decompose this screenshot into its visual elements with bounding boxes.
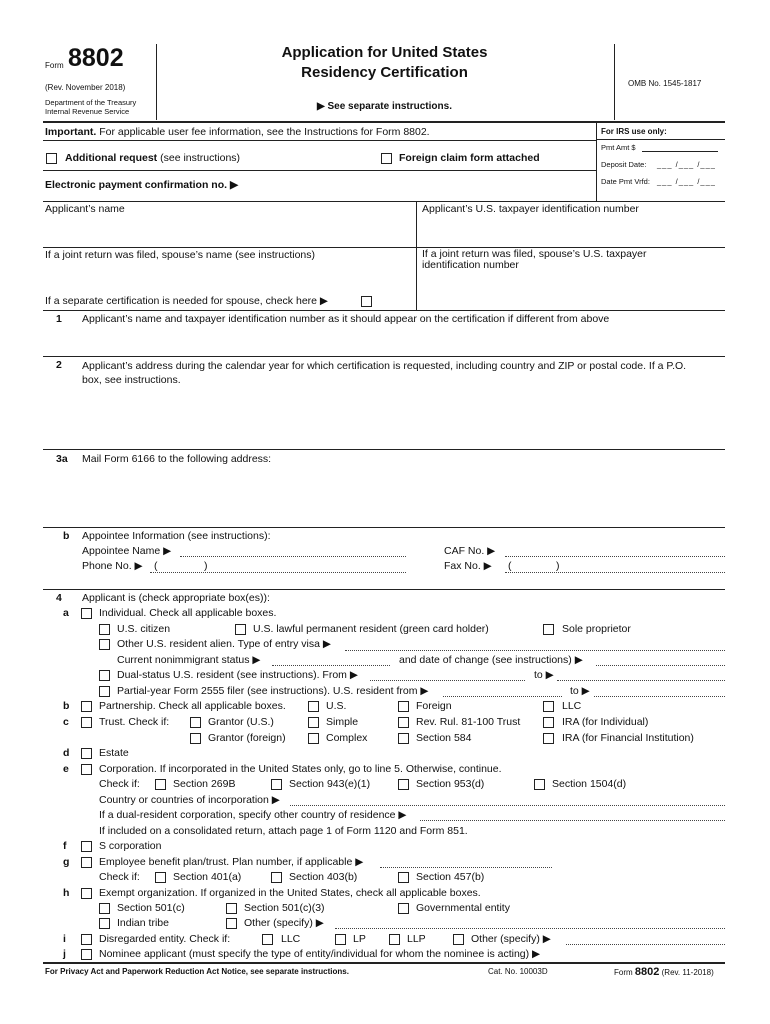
- appointee-name-field[interactable]: [180, 556, 406, 557]
- line2-number: 2: [56, 359, 62, 371]
- partial-year-checkbox[interactable]: [99, 686, 110, 697]
- ira-individual-checkbox[interactable]: [543, 717, 554, 728]
- fax-paren-open: (: [508, 560, 512, 572]
- disregarded-entity-label: Disregarded entity. Check if:: [99, 933, 231, 945]
- consolidated-return-note: If included on a consolidated return, attach page 1 of Form 1120 and Form 851.: [99, 825, 468, 837]
- line3b-number: b: [63, 530, 70, 542]
- complex-trust-checkbox[interactable]: [308, 733, 319, 744]
- corp-check-if-label: Check if:: [99, 778, 140, 790]
- entry-visa-field[interactable]: [345, 650, 725, 651]
- section-501c3-checkbox[interactable]: [226, 903, 237, 914]
- dual-status-to-label: to ▶: [534, 669, 554, 681]
- irs-deposit-date-blanks: ___ /___ /___: [657, 160, 716, 169]
- section-1504-checkbox[interactable]: [534, 779, 545, 790]
- employee-benefit-checkbox[interactable]: [81, 857, 92, 868]
- dual-resident-label: If a dual-resident corporation, specify other country of residence ▶: [99, 809, 407, 821]
- grantor-foreign-label: Grantor (foreign): [208, 732, 286, 744]
- applicant-tin-label: Applicant’s U.S. taxpayer identification number: [422, 203, 639, 215]
- line3b-text: Appointee Information (see instructions):: [82, 530, 271, 542]
- section-403b-checkbox[interactable]: [271, 872, 282, 883]
- green-card-label: U.S. lawful permanent resident (green card holder): [253, 623, 489, 635]
- dual-status-label: Dual-status U.S. resident (see instructions). From ▶: [117, 669, 358, 681]
- s-corporation-checkbox[interactable]: [81, 841, 92, 852]
- additional-request-label: Additional request (see instructions): [65, 152, 241, 164]
- form-label: Form: [45, 61, 64, 70]
- partnership-foreign-label: Foreign: [416, 700, 452, 712]
- partial-year-label: Partial-year Form 2555 filer (see instructions). U.S. resident from ▶: [117, 685, 429, 697]
- current-status-field[interactable]: [272, 665, 390, 666]
- partial-year-to-label: to ▶: [570, 685, 590, 697]
- section-584-label: Section 584: [416, 732, 472, 744]
- caf-label: CAF No. ▶: [444, 545, 496, 557]
- phone-label: Phone No. ▶: [82, 560, 143, 572]
- line1-text: Applicant’s name and taxpayer identification number as it should appear on the certification if different from above: [82, 313, 610, 325]
- catalog-number: Cat. No. 10003D: [488, 967, 548, 976]
- section-943-checkbox[interactable]: [271, 779, 282, 790]
- exempt-other-label: Other (specify) ▶: [244, 917, 324, 929]
- date-change-label: and date of change (see instructions) ▶: [399, 654, 583, 666]
- fax-label: Fax No. ▶: [444, 560, 492, 572]
- section-943-label: Section 943(e)(1): [289, 778, 371, 790]
- form-title-line2: Residency Certification: [301, 64, 468, 81]
- separate-cert-label: If a separate certification is needed for spouse, check here ▶: [45, 295, 328, 307]
- phone-paren-close: ): [204, 560, 208, 572]
- governmental-entity-checkbox[interactable]: [398, 903, 409, 914]
- additional-request-checkbox[interactable]: [46, 153, 57, 164]
- grantor-foreign-checkbox[interactable]: [190, 733, 201, 744]
- ira-financial-checkbox[interactable]: [543, 733, 554, 744]
- foreign-claim-label: Foreign claim form attached: [399, 152, 540, 164]
- section-269b-label: Section 269B: [173, 778, 236, 790]
- irs-pmt-amt: Pmt Amt $: [601, 143, 636, 152]
- phone-paren-open: (: [154, 560, 158, 572]
- simple-trust-label: Simple: [326, 716, 359, 728]
- important-note: Important. For applicable user fee information, see the Instructions for Form 8802.: [45, 126, 430, 138]
- irs-deposit-date: Deposit Date:: [601, 160, 647, 169]
- de-llp-label: LLP: [407, 933, 426, 945]
- applicant-name-label: Applicant’s name: [45, 203, 125, 215]
- dual-resident-field[interactable]: [420, 820, 725, 821]
- line1-number: 1: [56, 313, 62, 325]
- country-incorporation-label: Country or countries of incorporation ▶: [99, 794, 280, 806]
- section-1504-label: Section 1504(d): [552, 778, 627, 790]
- section-269b-checkbox[interactable]: [155, 779, 166, 790]
- exempt-other-field[interactable]: [335, 928, 725, 929]
- caf-field[interactable]: [505, 556, 725, 557]
- footer-form-id: Form 8802 (Rev. 11-2018): [614, 966, 714, 978]
- partial-year-to-field[interactable]: [594, 696, 725, 697]
- rev-rul-label: Rev. Rul. 81-100 Trust: [416, 716, 521, 728]
- line4c-letter: c: [63, 716, 69, 728]
- line4e-letter: e: [63, 763, 69, 775]
- section-501c-label: Section 501(c): [117, 902, 185, 914]
- us-citizen-checkbox[interactable]: [99, 624, 110, 635]
- trust-checkbox[interactable]: [81, 717, 92, 728]
- line4i-letter: i: [63, 933, 66, 945]
- de-other-checkbox[interactable]: [453, 934, 464, 945]
- partial-year-from-field[interactable]: [443, 696, 562, 697]
- de-lp-label: LP: [353, 933, 366, 945]
- section-401a-checkbox[interactable]: [155, 872, 166, 883]
- de-llc-label: LLC: [281, 933, 301, 945]
- line2-text: Applicant’s address during the calendar year for which certification is requested, including country and ZIP or postal code. If a P.O. box, see instructions.: [82, 360, 687, 386]
- irs-use-title: For IRS use only:: [601, 127, 667, 136]
- line4f-letter: f: [63, 840, 67, 852]
- de-other-field[interactable]: [566, 944, 725, 945]
- dual-status-from-field[interactable]: [370, 680, 525, 681]
- section-403b-label: Section 403(b): [289, 871, 358, 883]
- partnership-llc-checkbox[interactable]: [543, 701, 554, 712]
- irs-date-pmt: Date Pmt Vrfd:: [601, 177, 650, 186]
- ira-individual-label: IRA (for Individual): [562, 716, 649, 728]
- employee-benefit-label: Employee benefit plan/trust. Plan number, if applicable ▶: [99, 856, 364, 868]
- line4g-letter: g: [63, 856, 70, 868]
- partnership-us-label: U.S.: [326, 700, 347, 712]
- appointee-name-label: Appointee Name ▶: [82, 545, 172, 557]
- current-status-label: Current nonimmigrant status ▶: [117, 654, 261, 666]
- line3a-text: Mail Form 6166 to the following address:: [82, 453, 272, 465]
- us-citizen-label: U.S. citizen: [117, 623, 171, 635]
- line3a-number: 3a: [56, 453, 68, 465]
- dual-status-to-field[interactable]: [557, 680, 725, 681]
- grantor-us-label: Grantor (U.S.): [208, 716, 274, 728]
- line4-number: 4: [56, 592, 62, 604]
- exempt-org-label: Exempt organization. If organized in the United States, check all applicable boxes.: [99, 887, 481, 899]
- sole-proprietor-checkbox[interactable]: [543, 624, 554, 635]
- line4h-letter: h: [63, 887, 70, 899]
- estate-label: Estate: [99, 747, 129, 759]
- department: Department of the Treasury: [45, 98, 137, 107]
- estate-checkbox[interactable]: [81, 748, 92, 759]
- section-457b-checkbox[interactable]: [398, 872, 409, 883]
- line4a-letter: a: [63, 607, 69, 619]
- partnership-label: Partnership. Check all applicable boxes.: [99, 700, 286, 712]
- plan-check-if-label: Check if:: [99, 871, 140, 883]
- partnership-us-checkbox[interactable]: [308, 701, 319, 712]
- line4d-letter: d: [63, 747, 70, 759]
- complex-trust-label: Complex: [326, 732, 368, 744]
- indian-tribe-checkbox[interactable]: [99, 918, 110, 929]
- section-501c-checkbox[interactable]: [99, 903, 110, 914]
- individual-checkbox[interactable]: [81, 608, 92, 619]
- trust-label: Trust. Check if:: [99, 716, 170, 728]
- de-other-label: Other (specify) ▶: [471, 933, 551, 945]
- spouse-tin-label: If a joint return was filed, spouse’s U.S. taxpayer identification number: [422, 248, 647, 271]
- ira-financial-label: IRA (for Financial Institution): [562, 732, 694, 744]
- dual-status-checkbox[interactable]: [99, 670, 110, 681]
- date-change-field[interactable]: [596, 665, 725, 666]
- governmental-entity-label: Governmental entity: [416, 902, 510, 914]
- sole-proprietor-label: Sole proprietor: [562, 623, 631, 635]
- form-number: 8802: [68, 44, 124, 72]
- line4-intro: Applicant is (check appropriate box(es)):: [82, 592, 270, 604]
- agency: Internal Revenue Service: [45, 107, 130, 116]
- corporation-checkbox[interactable]: [81, 764, 92, 775]
- other-resident-alien-label: Other U.S. resident alien. Type of entry visa ▶: [117, 638, 331, 650]
- privacy-notice: For Privacy Act and Paperwork Reduction Act Notice, see separate instructions.: [45, 967, 349, 976]
- line4j-letter: j: [63, 948, 66, 960]
- section-501c3-label: Section 501(c)(3): [244, 902, 325, 914]
- corporation-label: Corporation. If incorporated in the United States only, go to line 5. Otherwise, continue.: [99, 763, 502, 775]
- s-corporation-label: S corporation: [99, 840, 162, 852]
- nominee-label: Nominee applicant (must specify the type of entity/individual for whom the nominee is acting) ▶: [99, 948, 541, 960]
- form-revision: (Rev. November 2018): [45, 83, 126, 92]
- section-401a-label: Section 401(a): [173, 871, 242, 883]
- phone-field[interactable]: [150, 572, 406, 573]
- partnership-checkbox[interactable]: [81, 701, 92, 712]
- section-953-checkbox[interactable]: [398, 779, 409, 790]
- rev-rul-checkbox[interactable]: [398, 717, 409, 728]
- de-lp-checkbox[interactable]: [335, 934, 346, 945]
- electronic-payment-label: Electronic payment confirmation no. ▶: [45, 179, 239, 191]
- section-584-checkbox[interactable]: [398, 733, 409, 744]
- other-resident-alien-checkbox[interactable]: [99, 639, 110, 650]
- spouse-name-label: If a joint return was filed, spouse’s name (see instructions): [45, 249, 316, 261]
- plan-number-field[interactable]: [380, 867, 552, 868]
- fax-field[interactable]: [505, 572, 725, 573]
- disregarded-entity-checkbox[interactable]: [81, 934, 92, 945]
- simple-trust-checkbox[interactable]: [308, 717, 319, 728]
- indian-tribe-label: Indian tribe: [117, 917, 169, 929]
- exempt-other-checkbox[interactable]: [226, 918, 237, 929]
- grantor-us-checkbox[interactable]: [190, 717, 201, 728]
- irs-date-pmt-blanks: ___ /___ /___: [657, 177, 716, 186]
- country-incorporation-field[interactable]: [290, 805, 725, 806]
- partnership-foreign-checkbox[interactable]: [398, 701, 409, 712]
- omb-number: OMB No. 1545-1817: [628, 79, 702, 88]
- nominee-checkbox[interactable]: [81, 949, 92, 960]
- de-llc-checkbox[interactable]: [262, 934, 273, 945]
- foreign-claim-checkbox[interactable]: [381, 153, 392, 164]
- section-953-label: Section 953(d): [416, 778, 485, 790]
- see-instructions: ▶ See separate instructions.: [317, 101, 452, 112]
- de-llp-checkbox[interactable]: [389, 934, 400, 945]
- separate-cert-checkbox[interactable]: [361, 296, 372, 307]
- line4b-letter: b: [63, 700, 70, 712]
- section-457b-label: Section 457(b): [416, 871, 485, 883]
- form-title-line1: Application for United States: [281, 44, 488, 61]
- green-card-checkbox[interactable]: [235, 624, 246, 635]
- individual-label: Individual. Check all applicable boxes.: [99, 607, 277, 619]
- exempt-org-checkbox[interactable]: [81, 888, 92, 899]
- partnership-llc-label: LLC: [562, 700, 582, 712]
- fax-paren-close: ): [556, 560, 560, 572]
